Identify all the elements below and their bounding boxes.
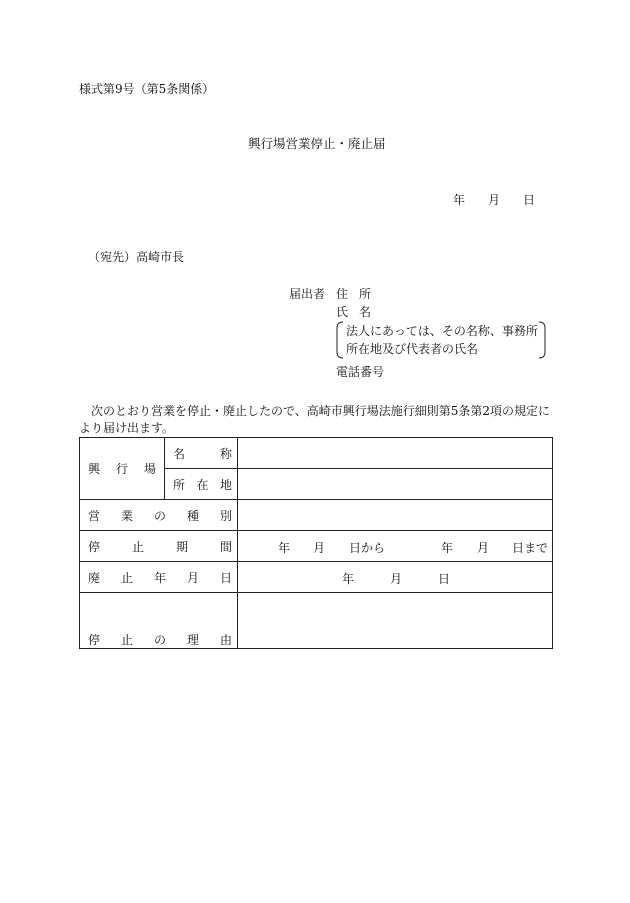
suspension-period-label-char: 期 bbox=[175, 539, 188, 554]
date-day-label: 日 bbox=[523, 193, 536, 207]
notification-table bbox=[79, 437, 553, 649]
venue-label-char: 場 bbox=[143, 462, 156, 476]
page-title: 興行場営業停止・廃止届 bbox=[248, 136, 386, 151]
reason-label-cell bbox=[80, 593, 238, 649]
abolition-year: 年 bbox=[342, 572, 355, 586]
abolition-date-field[interactable] bbox=[238, 562, 553, 593]
notifier-label: 届出者 bbox=[289, 287, 326, 301]
name-label-char: 名 bbox=[358, 305, 371, 319]
reason-label-char: 理 bbox=[186, 633, 199, 647]
period-from-month: 月 bbox=[313, 541, 326, 555]
suspension-period-value bbox=[238, 531, 552, 561]
suspension-period-field[interactable] bbox=[238, 531, 553, 562]
name-label-cell bbox=[165, 438, 238, 469]
venue-name-label-char: 称 bbox=[219, 446, 232, 461]
abolition-date-label-char: 止 bbox=[120, 570, 133, 585]
business-type-label-char: 業 bbox=[120, 508, 133, 523]
abolition-month: 月 bbox=[390, 572, 403, 586]
reason-label bbox=[80, 631, 237, 648]
business-type-field[interactable] bbox=[238, 500, 553, 531]
reason-label-char: 停 bbox=[88, 633, 101, 647]
suspension-period-label bbox=[80, 538, 237, 555]
reason-field[interactable] bbox=[238, 593, 553, 649]
venue-label-char: 行 bbox=[115, 462, 128, 476]
period-from-day: 日から bbox=[349, 541, 386, 555]
venue-name-field[interactable] bbox=[238, 438, 553, 469]
period-to-year: 年 bbox=[441, 541, 454, 555]
form-number: 様式第9号（第5条関係） bbox=[79, 82, 215, 96]
venue-label bbox=[80, 460, 164, 477]
venue-label-char: 興 bbox=[88, 462, 101, 476]
period-to-month: 月 bbox=[477, 541, 490, 555]
name-label bbox=[336, 305, 371, 319]
suspension-period-label-char: 停 bbox=[88, 539, 101, 554]
business-type-label-char: 別 bbox=[219, 508, 232, 523]
business-type-label-char: の bbox=[153, 508, 166, 523]
business-type-label-cell bbox=[80, 500, 238, 531]
location-label-cell bbox=[165, 469, 238, 500]
abolition-date-label-char: 年 bbox=[153, 570, 166, 585]
address-label bbox=[336, 287, 371, 301]
venue-name-label-char: 名 bbox=[173, 446, 186, 461]
corporation-note bbox=[336, 321, 546, 359]
business-type-label bbox=[80, 507, 237, 524]
abolition-date-label-char: 廃 bbox=[88, 570, 101, 585]
date-year-label: 年 bbox=[453, 193, 466, 207]
addressee: （宛先）高崎市長 bbox=[88, 250, 185, 264]
venue-location-label-char: 地 bbox=[219, 477, 232, 492]
venue-location-label-char: 所 bbox=[173, 477, 186, 492]
business-type-label-char: 営 bbox=[88, 508, 101, 523]
address-label-char: 所 bbox=[358, 287, 371, 301]
abolition-date-value bbox=[238, 562, 552, 592]
corporation-note-line2: 所在地及び代表者の氏名 bbox=[346, 342, 479, 356]
abolition-date-label-cell bbox=[80, 562, 238, 593]
venue-location-label-char: 在 bbox=[196, 477, 209, 492]
abolition-date-label-char: 月 bbox=[186, 570, 199, 585]
abolition-date-label-char: 日 bbox=[219, 570, 232, 585]
date-month-label: 月 bbox=[488, 193, 501, 207]
venue-location-label bbox=[165, 476, 237, 493]
suspension-period-label-char: 間 bbox=[219, 539, 232, 554]
venue-location-field[interactable] bbox=[238, 469, 553, 500]
name-label-char: 氏 bbox=[336, 305, 349, 319]
corporation-note-line1: 法人にあっては、その名称、事務所 bbox=[346, 324, 538, 338]
suspension-period-label-cell bbox=[80, 531, 238, 562]
suspension-period-label-char: 止 bbox=[131, 539, 144, 554]
reason-label-char: 由 bbox=[219, 633, 232, 647]
body-text: 次のとおり営業を停止・廃止したので、高崎市興行場法施行細則第5条第2項の規定により届け出ます。 bbox=[79, 404, 551, 435]
business-type-label-char: 種 bbox=[186, 508, 199, 523]
venue-label-cell bbox=[80, 438, 165, 500]
phone-label: 電話番号 bbox=[336, 365, 385, 379]
period-to-day: 日まで bbox=[512, 541, 549, 555]
period-from-year: 年 bbox=[278, 541, 291, 555]
address-label-char: 住 bbox=[336, 287, 349, 301]
reason-label-char: の bbox=[153, 633, 166, 647]
venue-name-label bbox=[165, 445, 237, 462]
abolition-date-label bbox=[80, 569, 237, 586]
abolition-day: 日 bbox=[438, 572, 451, 586]
reason-label-char: 止 bbox=[120, 633, 133, 647]
